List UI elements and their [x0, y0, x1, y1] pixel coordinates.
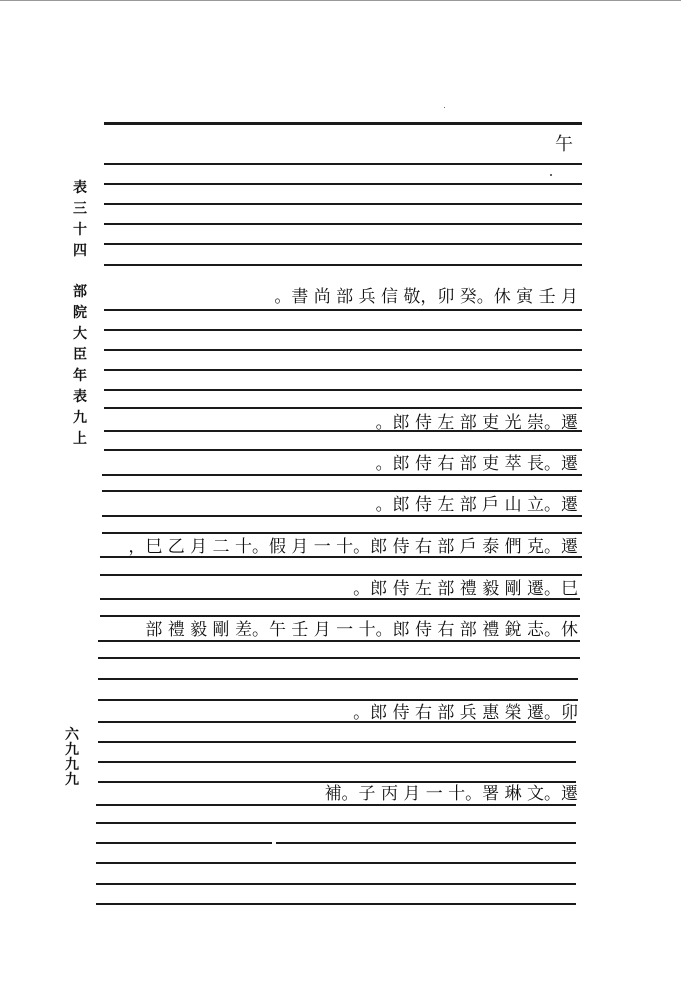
running-title-char: 表 — [73, 389, 87, 405]
page-number-char: 九 — [65, 772, 79, 788]
running-title-char: 部 — [73, 284, 87, 300]
running-title — [70, 178, 90, 450]
running-title-char: 十 — [73, 222, 87, 238]
table-row: 遷。立 山 戶 部 左 侍 郎。 — [375, 495, 578, 515]
table-rule — [96, 903, 576, 905]
year-cell: 午 — [555, 134, 573, 155]
ink-speck — [550, 174, 552, 176]
table-row: 卯。遷 榮 惠 兵 部 右 侍 郎。 — [353, 703, 578, 723]
page-number-char: 九 — [65, 742, 79, 758]
running-title-char: 九 — [73, 410, 87, 426]
table-rule — [100, 615, 580, 617]
table-rule — [104, 203, 582, 205]
page-number — [62, 728, 82, 788]
table-rule — [96, 883, 576, 885]
table-row: 休。志 銳 禮 部 右 侍 郎。十 一 月 壬 午。差 剛 毅 禮 部 — [145, 620, 578, 640]
table-rule — [96, 822, 576, 824]
page-number-char: 九 — [65, 757, 79, 773]
table-row: 遷。克 們 泰 戶 部 右 侍 郎。十 一 月 假。十 二 月 乙 巳， — [128, 537, 578, 557]
table-rule — [100, 574, 582, 576]
table-rule — [98, 699, 578, 701]
table-row: 遷。崇 光 吏 部 左 侍 郎。 — [375, 413, 578, 433]
table-rule — [96, 862, 576, 864]
running-title-char: 表 — [73, 180, 87, 196]
table-row: 巳。遷 剛 毅 禮 部 左 侍 郎。 — [353, 579, 578, 599]
table-rule — [104, 183, 582, 185]
ink-speck — [444, 107, 445, 108]
table-rule — [104, 369, 582, 371]
table-rule — [104, 163, 582, 165]
running-title-char: 院 — [73, 305, 87, 321]
table-rule — [104, 349, 582, 351]
table-rule — [104, 243, 582, 245]
running-title-char: 年 — [73, 368, 87, 384]
table-rule — [98, 678, 578, 680]
table-rule — [96, 842, 272, 844]
table-rule — [98, 741, 576, 743]
running-title-char: 臣 — [73, 347, 87, 363]
table-rule — [104, 329, 582, 331]
table-rule — [104, 264, 582, 266]
table-rule — [104, 449, 582, 451]
page-number-char: 六 — [65, 727, 79, 743]
running-title-char: 四 — [73, 243, 87, 259]
page-top-edge — [0, 0, 681, 1]
table-rule — [98, 761, 576, 763]
table-rule — [104, 389, 582, 391]
running-title-char: 上 — [73, 431, 87, 447]
table-rule — [104, 407, 582, 409]
running-title-char: 大 — [73, 326, 87, 342]
table-row: 遷。長 萃 吏 部 右 侍 郎。 — [375, 454, 578, 474]
running-title-char: 三 — [73, 201, 87, 217]
table-rule — [276, 842, 576, 844]
table-rule — [102, 532, 582, 534]
table-row: 月 壬 寅 休。癸 卯，敬 信 兵 部 尚 書。 — [274, 287, 578, 307]
table-row: 遷。文 琳 署。十 一 月 丙 子。補 — [324, 784, 578, 804]
table-rule — [102, 490, 582, 492]
table-rule — [104, 309, 582, 311]
table-rule — [104, 122, 582, 125]
table-rule — [104, 223, 582, 225]
table-rule — [98, 657, 580, 659]
